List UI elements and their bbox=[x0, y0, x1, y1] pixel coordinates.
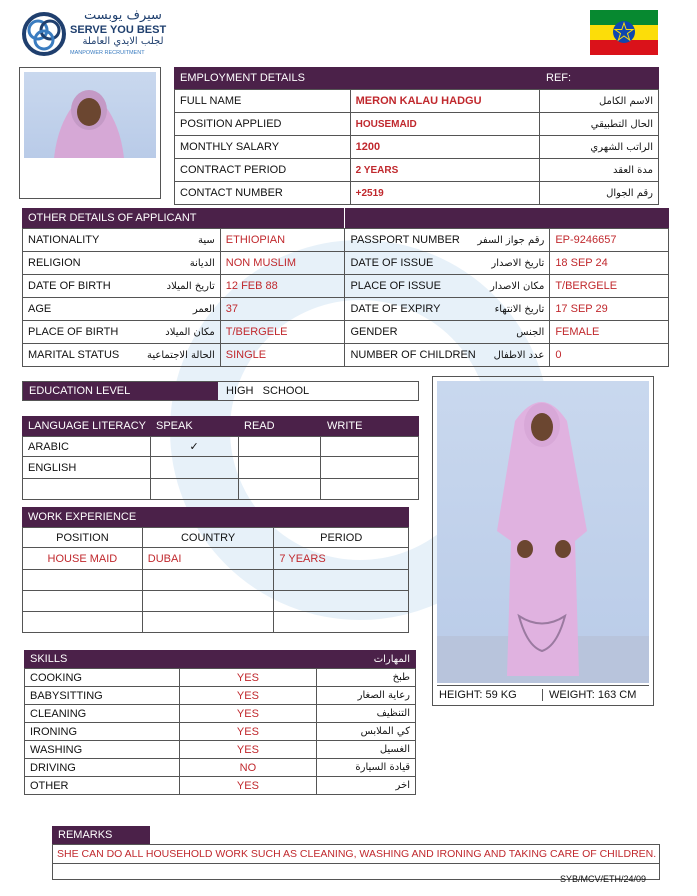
work-country bbox=[142, 570, 274, 591]
table-row bbox=[25, 687, 416, 705]
logo-name: SERVE YOU BEST bbox=[70, 24, 167, 36]
salary-arabic: الراتب الشهري bbox=[540, 136, 659, 159]
work-col-position: POSITION bbox=[23, 528, 143, 548]
issue-date-label: DATE OF ISSUE bbox=[350, 257, 434, 269]
children-arabic: عدد الاطفال bbox=[493, 349, 545, 361]
work-position bbox=[23, 570, 143, 591]
table-row bbox=[23, 229, 669, 252]
expiry-value: 17 SEP 29 bbox=[550, 298, 669, 321]
table-row bbox=[23, 591, 409, 612]
skill-arabic: رعاية الصغار bbox=[317, 687, 416, 705]
skill-name: COOKING bbox=[25, 669, 180, 687]
portrait-icon bbox=[24, 72, 154, 158]
table-row bbox=[25, 723, 416, 741]
flag-emblem-icon bbox=[612, 20, 636, 44]
religion-value: NON MUSLIM bbox=[220, 252, 345, 275]
table-row bbox=[25, 741, 416, 759]
work-period bbox=[274, 570, 409, 591]
table-row bbox=[23, 321, 669, 344]
other-details-title: OTHER DETAILS OF APPLICANT bbox=[28, 212, 197, 224]
table-row bbox=[23, 612, 409, 633]
issue-date-value: 18 SEP 24 bbox=[550, 252, 669, 275]
work-position bbox=[23, 612, 143, 633]
language-speak bbox=[150, 479, 238, 500]
marital-arabic: الحالة الاجتماعية bbox=[147, 349, 215, 361]
skills-table bbox=[24, 668, 416, 795]
skill-name: DRIVING bbox=[25, 759, 180, 777]
skills-title-arabic: المهارات bbox=[373, 653, 410, 665]
birth-place-arabic: مكان الميلاد bbox=[165, 326, 215, 338]
salary-label: MONTHLY SALARY bbox=[175, 136, 351, 159]
language-col-speak: SPEAK bbox=[156, 420, 193, 432]
language-read bbox=[238, 479, 321, 500]
skill-value: YES bbox=[179, 723, 316, 741]
language-read bbox=[238, 437, 321, 457]
table-row bbox=[23, 437, 419, 457]
dob-arabic: تاريخ الميلاد bbox=[166, 280, 215, 292]
work-period bbox=[274, 591, 409, 612]
table-row bbox=[175, 159, 659, 182]
table-row bbox=[23, 252, 669, 275]
logo-tagline: MANPOWER RECRUITMENT bbox=[70, 50, 145, 56]
table-row bbox=[23, 570, 409, 591]
issue-place-label: PLACE OF ISSUE bbox=[350, 280, 441, 292]
skill-value: YES bbox=[179, 777, 316, 795]
skills-section bbox=[24, 650, 416, 795]
work-period bbox=[274, 612, 409, 633]
position-label: POSITION APPLIED bbox=[175, 113, 351, 136]
language-table bbox=[22, 436, 419, 500]
skill-value: YES bbox=[179, 687, 316, 705]
table-row bbox=[175, 113, 659, 136]
company-logo bbox=[22, 8, 182, 60]
language-write bbox=[321, 457, 419, 479]
language-col-read: READ bbox=[244, 420, 275, 432]
table-row bbox=[25, 777, 416, 795]
table-row bbox=[23, 298, 669, 321]
contract-label: CONTRACT PERIOD bbox=[175, 159, 351, 182]
table-row bbox=[23, 275, 669, 298]
other-details-header bbox=[22, 208, 669, 228]
dob-label: DATE OF BIRTH bbox=[28, 280, 111, 292]
religion-label: RELIGION bbox=[28, 257, 81, 269]
language-write bbox=[321, 479, 419, 500]
children-value: 0 bbox=[550, 344, 669, 367]
remarks-text: SHE CAN DO ALL HOUSEHOLD WORK SUCH AS CLEANING, WASHING AND IRONING AND TAKING CARE OF CHILDREN. bbox=[52, 844, 660, 864]
issue-date-arabic: تاريخ الاصدار bbox=[491, 257, 545, 269]
full-name-label: FULL NAME bbox=[175, 90, 351, 113]
language-name: ARABIC bbox=[23, 437, 151, 457]
age-label: AGE bbox=[28, 303, 52, 315]
language-write bbox=[321, 437, 419, 457]
religion-arabic: الديانة bbox=[189, 257, 215, 269]
gender-arabic: الجنس bbox=[516, 326, 545, 338]
skill-arabic: قيادة السيارة bbox=[317, 759, 416, 777]
language-section bbox=[22, 416, 419, 500]
skill-value: YES bbox=[179, 741, 316, 759]
work-position: HOUSE MAID bbox=[23, 548, 143, 570]
table-row bbox=[25, 705, 416, 723]
contact-label: CONTACT NUMBER bbox=[175, 182, 351, 205]
education-label: EDUCATION LEVEL bbox=[23, 382, 218, 400]
nationality-label: NATIONALITY bbox=[28, 234, 100, 246]
skill-arabic: كي الملابس bbox=[317, 723, 416, 741]
contact-arabic: رقم الجوال bbox=[540, 182, 659, 205]
skill-name: CLEANING bbox=[25, 705, 180, 723]
contract-arabic: مدة العقد bbox=[540, 159, 659, 182]
skill-arabic: اخر bbox=[317, 777, 416, 795]
table-row bbox=[25, 759, 416, 777]
age-arabic: العمر bbox=[192, 303, 215, 315]
contract-value: 2 YEARS bbox=[350, 159, 540, 182]
weight-value: WEIGHT: 163 CM bbox=[549, 688, 637, 701]
table-row bbox=[23, 344, 669, 367]
skill-arabic: التنظيف bbox=[317, 705, 416, 723]
logo-emblem-icon bbox=[22, 12, 66, 56]
nationality-value: ETHIOPIAN bbox=[220, 229, 345, 252]
expiry-label: DATE OF EXPIRY bbox=[350, 303, 441, 315]
remarks-header: REMARKS bbox=[52, 826, 150, 844]
skill-name: BABYSITTING bbox=[25, 687, 180, 705]
full-body-portrait-icon bbox=[437, 381, 649, 683]
remarks-section bbox=[52, 826, 660, 880]
work-col-period: PERIOD bbox=[274, 528, 409, 548]
table-row bbox=[25, 669, 416, 687]
salary-value: 1200 bbox=[350, 136, 540, 159]
gender-label: GENDER bbox=[350, 326, 398, 338]
employment-details-section bbox=[174, 67, 659, 205]
full-name-arabic: الاسم الكامل bbox=[540, 90, 659, 113]
issue-place-arabic: مكان الاصدار bbox=[490, 280, 545, 292]
table-row bbox=[23, 479, 419, 500]
skill-value: NO bbox=[179, 759, 316, 777]
other-details-section bbox=[22, 208, 669, 367]
work-position bbox=[23, 591, 143, 612]
table-row bbox=[175, 182, 659, 205]
expiry-arabic: تاريخ الانتهاء bbox=[494, 303, 545, 315]
passport-arabic: رقم جواز السفر bbox=[477, 234, 545, 246]
logo-arabic-name: سيرف يوبست bbox=[84, 8, 162, 23]
skills-header bbox=[24, 650, 416, 668]
employment-header bbox=[174, 67, 659, 89]
work-period: 7 YEARS bbox=[274, 548, 409, 570]
work-country: DUBAI bbox=[142, 548, 274, 570]
work-country bbox=[142, 591, 274, 612]
skill-arabic: طبخ bbox=[317, 669, 416, 687]
language-read bbox=[238, 457, 321, 479]
skill-arabic: الغسيل bbox=[317, 741, 416, 759]
education-section bbox=[22, 381, 419, 401]
ref-label: REF: bbox=[546, 72, 572, 84]
age-value: 37 bbox=[220, 298, 345, 321]
passport-value: EP-9246657 bbox=[550, 229, 669, 252]
logo-arabic-sub: لجلب الايدي العاملة bbox=[82, 36, 164, 47]
issue-place-value: T/BERGELE bbox=[550, 275, 669, 298]
measurements-row bbox=[437, 685, 649, 703]
language-name: ENGLISH bbox=[23, 457, 151, 479]
applicant-photo-full bbox=[432, 376, 654, 706]
full-name-value: MERON KALAU HADGU bbox=[350, 90, 540, 113]
work-experience-header: WORK EXPERIENCE bbox=[22, 507, 409, 527]
skill-name: WASHING bbox=[25, 741, 180, 759]
position-arabic: الحال التطبيقي bbox=[540, 113, 659, 136]
skills-title: SKILLS bbox=[30, 653, 68, 665]
work-experience-section bbox=[22, 507, 409, 633]
dob-value: 12 FEB 88 bbox=[220, 275, 345, 298]
skill-name: OTHER bbox=[25, 777, 180, 795]
marital-label: MARITAL STATUS bbox=[28, 349, 120, 361]
birth-place-value: T/BERGELE bbox=[220, 321, 345, 344]
language-col-lang: LANGUAGE LITERACY bbox=[28, 420, 146, 432]
marital-value: SINGLE bbox=[220, 344, 345, 367]
language-speak: ✓ bbox=[150, 437, 238, 457]
passport-label: PASSPORT NUMBER bbox=[350, 234, 460, 246]
language-header bbox=[22, 416, 419, 436]
gender-value: FEMALE bbox=[550, 321, 669, 344]
birth-place-label: PLACE OF BIRTH bbox=[28, 326, 119, 338]
skill-value: YES bbox=[179, 705, 316, 723]
education-value: HIGH SCHOOL bbox=[226, 385, 310, 397]
table-row bbox=[175, 90, 659, 113]
applicant-photo-small bbox=[19, 67, 161, 199]
other-details-table bbox=[22, 228, 669, 367]
ethiopia-flag bbox=[590, 10, 658, 55]
table-row bbox=[23, 457, 419, 479]
table-row bbox=[23, 528, 409, 548]
table-row bbox=[23, 548, 409, 570]
position-value: HOUSEMAID bbox=[350, 113, 540, 136]
language-name bbox=[23, 479, 151, 500]
language-speak bbox=[150, 457, 238, 479]
skill-name: IRONING bbox=[25, 723, 180, 741]
skill-value: YES bbox=[179, 669, 316, 687]
work-experience-table bbox=[22, 527, 409, 633]
employment-title: EMPLOYMENT DETAILS bbox=[180, 72, 305, 84]
height-value: HEIGHT: 59 KG bbox=[437, 689, 543, 701]
work-country bbox=[142, 612, 274, 633]
contact-value: +2519 bbox=[350, 182, 540, 205]
nationality-arabic: سية bbox=[198, 234, 215, 246]
footer-code: SYB/MCV/ETH/24/09 bbox=[560, 874, 647, 884]
work-col-country: COUNTRY bbox=[142, 528, 274, 548]
employment-table bbox=[174, 89, 659, 205]
language-col-write: WRITE bbox=[327, 420, 363, 432]
table-row bbox=[175, 136, 659, 159]
children-label: NUMBER OF CHILDREN bbox=[350, 349, 476, 361]
